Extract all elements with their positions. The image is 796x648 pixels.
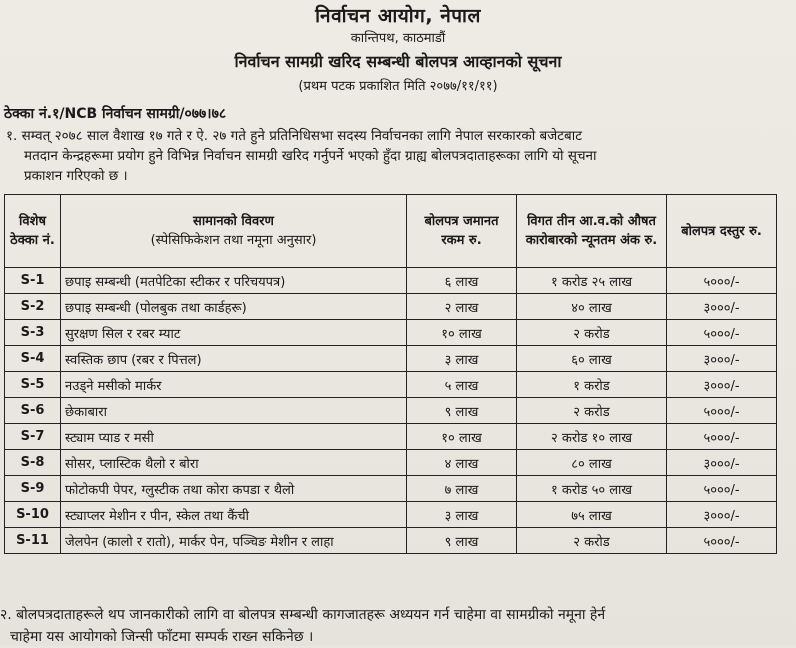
average-turnover: ७५ लाख xyxy=(517,502,667,528)
table-row xyxy=(5,372,777,398)
contract-reference: ठेक्का नं.१/NCB निर्वाचन सामग्री/०७७।७८ xyxy=(4,106,227,122)
header-bid-fee: बोलपत्र दस्तुर रु. xyxy=(667,195,777,268)
bid-fee: ३०००/- xyxy=(667,346,777,372)
average-turnover: ४० लाख xyxy=(517,294,667,320)
average-turnover: २ करोड xyxy=(517,528,667,554)
bid-fee: ५०००/- xyxy=(667,476,777,502)
publish-date: (प्रथम पटक प्रकाशित मिति २०७७/११/११) xyxy=(298,79,498,94)
contract-id: S-2 xyxy=(5,294,61,320)
bid-fee: ५०००/- xyxy=(667,268,777,294)
item-description: छपाइ सम्बन्धी (मतपेटिका स्टीकर र परिचयपत्र) xyxy=(61,268,407,294)
bid-security: १० लाख xyxy=(407,424,517,450)
item-description: छेकाबारा xyxy=(61,398,407,424)
notice-title: निर्वाचन सामग्री खरिद सम्बन्धी बोलपत्र आव्हानको सूचना xyxy=(234,52,562,71)
bid-security: २ लाख xyxy=(407,294,517,320)
average-turnover: १ करोड ५० लाख xyxy=(517,476,667,502)
intro-line: मतदान केन्द्रहरूमा प्रयोग हुने विभिन्न निर्वाचन सामग्री खरिद गर्नुपर्ने भएको हुँदा ग्राह्य बोलपत्रदाताहरूका लागि यो सूचना xyxy=(24,148,597,164)
org-title: निर्वाचन आयोग, नेपाल xyxy=(315,5,481,27)
contract-id: S-8 xyxy=(5,450,61,476)
average-turnover: २ करोड xyxy=(517,398,667,424)
table-row xyxy=(5,294,777,320)
footer-line: चाहेमा यस आयोगको जिन्सी फाँटमा सम्पर्क राख्न सकिनेछ । xyxy=(10,629,314,645)
item-description: नउड्ने मसीको मार्कर xyxy=(61,372,407,398)
average-turnover: १ करोड २५ लाख xyxy=(517,268,667,294)
bid-fee: ३०००/- xyxy=(667,502,777,528)
bid-fee: ५०००/- xyxy=(667,424,777,450)
average-turnover: ८० लाख xyxy=(517,450,667,476)
procurement-table xyxy=(4,194,777,554)
header-average-turnover: विगत तीन आ.व.को औषत कारोबारको न्यूनतम अंक रु. xyxy=(517,195,667,268)
bid-fee: ३०००/- xyxy=(667,372,777,398)
contract-id: S-6 xyxy=(5,398,61,424)
item-description: स्ट्याम प्याड र मसी xyxy=(61,424,407,450)
bid-fee: ५०००/- xyxy=(667,528,777,554)
item-description: जेलपेन (कालो र रातो), मार्कर पेन, पञ्चिङ मेशीन र लाहा xyxy=(61,528,407,554)
header-description-sub: (स्पेसिफिकेशन तथा नमूना अनुसार) xyxy=(150,233,317,248)
footer-line: २. बोलपत्रदाताहरूले थप जानकारीको लागि वा बोलपत्र सम्बन्धी कागजातहरू अध्ययन गर्न चाहेमा वा सामग्रीको नमूना हेर्न xyxy=(0,607,606,623)
header-description-main: सामानको विवरण xyxy=(193,214,274,229)
bid-fee: ५०००/- xyxy=(667,398,777,424)
bid-fee: ३०००/- xyxy=(667,450,777,476)
table-row xyxy=(5,450,777,476)
org-address: कान्तिपथ, काठमाडौं xyxy=(350,31,446,46)
bid-security: ५ लाख xyxy=(407,372,517,398)
contract-id: S-3 xyxy=(5,320,61,346)
table-row xyxy=(5,346,777,372)
item-description: स्ट्याप्लर मेशीन र पीन, स्केल तथा कैंची xyxy=(61,502,407,528)
intro-line: १. सम्वत् २०७८ साल वैशाख १७ गते र ऐ. २७ गते हुने प्रतिनिधिसभा सदस्य निर्वाचनका लागि नेपाल सरकारको बजेटबाट xyxy=(6,128,583,144)
bid-security: ३ लाख xyxy=(407,502,517,528)
contract-id: S-4 xyxy=(5,346,61,372)
contract-id: S-5 xyxy=(5,372,61,398)
contract-id: S-9 xyxy=(5,476,61,502)
item-description: फोटोकपी पेपर, ग्लुस्टीक तथा कोरा कपडा र थैलो xyxy=(61,476,407,502)
footer-paragraph xyxy=(0,604,790,648)
bid-security: ६ लाख xyxy=(407,268,517,294)
bid-fee: ५०००/- xyxy=(667,320,777,346)
header-item-description xyxy=(61,195,407,268)
header-contract-no: विशेष ठेक्का नं. xyxy=(5,195,61,268)
bid-security: ७ लाख xyxy=(407,476,517,502)
average-turnover: १ करोड xyxy=(517,372,667,398)
contract-id: S-1 xyxy=(5,268,61,294)
item-description: स्वस्तिक छाप (रबर र पित्तल) xyxy=(61,346,407,372)
table-header-row xyxy=(5,195,777,268)
table-row xyxy=(5,528,777,554)
bid-security: ९ लाख xyxy=(407,528,517,554)
average-turnover: ६० लाख xyxy=(517,346,667,372)
contract-id: S-11 xyxy=(5,528,61,554)
average-turnover: २ करोड १० लाख xyxy=(517,424,667,450)
intro-line: प्रकाशन गरिएको छ । xyxy=(24,168,128,184)
bid-security: १० लाख xyxy=(407,320,517,346)
table-row xyxy=(5,398,777,424)
intro-paragraph xyxy=(6,126,786,186)
item-description: छपाइ सम्बन्धी (पोलबुक तथा कार्डहरू) xyxy=(61,294,407,320)
table-row xyxy=(5,476,777,502)
contract-id: S-10 xyxy=(5,502,61,528)
bid-security: ३ लाख xyxy=(407,346,517,372)
table-row xyxy=(5,424,777,450)
item-description: सोसर, प्लास्टिक थैलो र बोरा xyxy=(61,450,407,476)
table-row xyxy=(5,268,777,294)
average-turnover: २ करोड xyxy=(517,320,667,346)
table-row xyxy=(5,320,777,346)
contract-id: S-7 xyxy=(5,424,61,450)
table-row xyxy=(5,502,777,528)
item-description: सुरक्षण सिल र रबर म्याट xyxy=(61,320,407,346)
bid-security: ९ लाख xyxy=(407,398,517,424)
bid-security: ४ लाख xyxy=(407,450,517,476)
bid-fee: ३०००/- xyxy=(667,294,777,320)
header-bid-security: बोलपत्र जमानत रकम रु. xyxy=(407,195,517,268)
